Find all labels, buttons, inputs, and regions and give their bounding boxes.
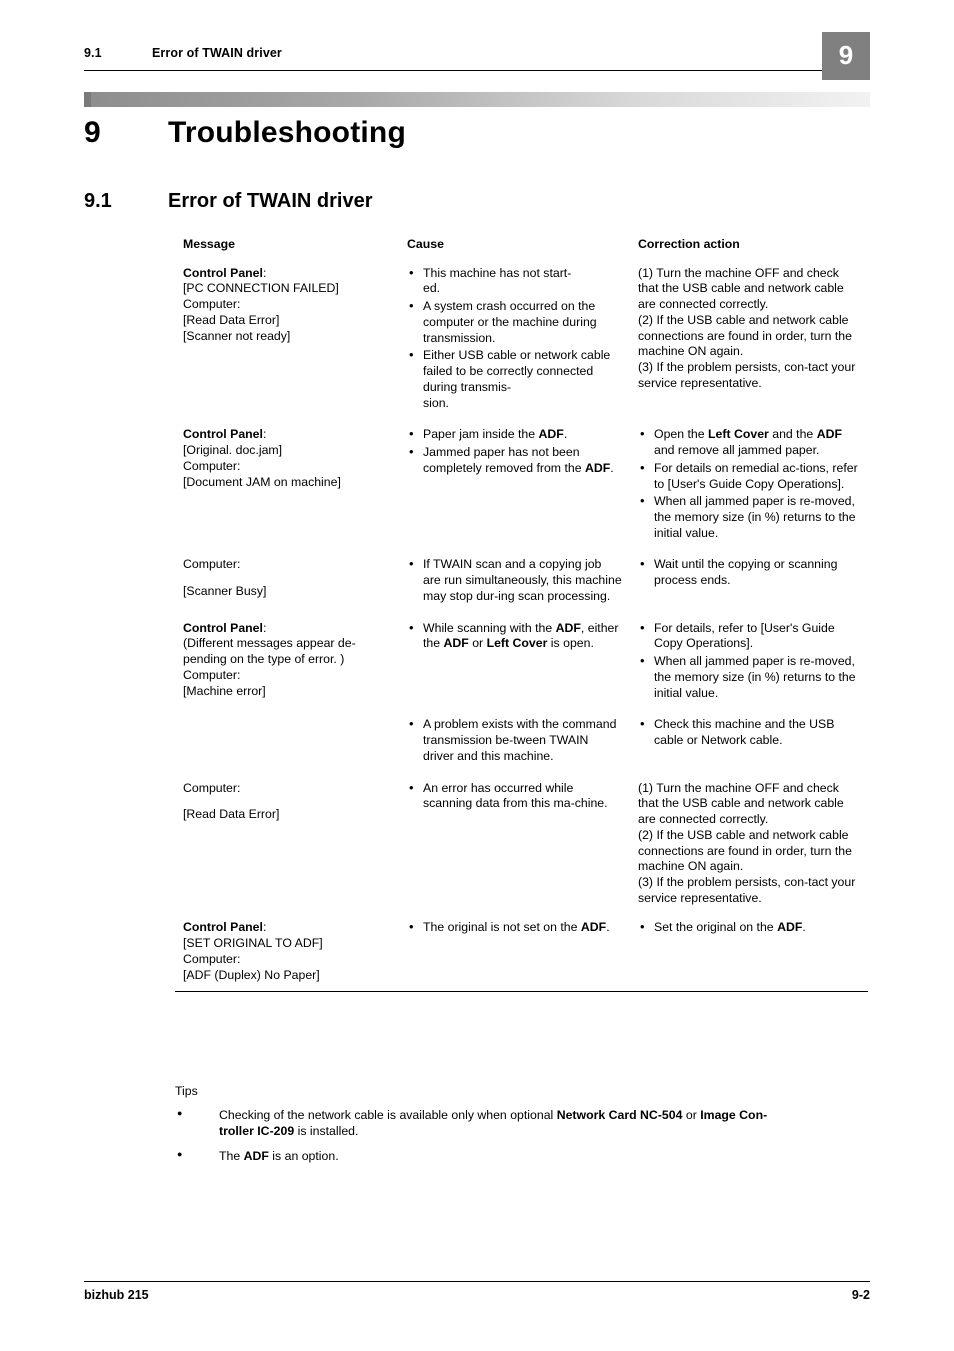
column-header-correction: Correction action (638, 237, 740, 251)
table-row (175, 775, 868, 915)
cell-cause: • While scanning with the ADF, either the ADF or Left Cover is open. (399, 615, 630, 712)
section-title-text: Error of TWAIN driver (168, 190, 373, 212)
chapter-banner (84, 92, 870, 107)
section-number: 9.1 (84, 190, 112, 212)
chapter-title-text: Troubleshooting (168, 116, 406, 149)
footer-divider (84, 1281, 870, 1282)
cell-correction: • Check this machine and the USB cable or Network cable. (630, 711, 868, 774)
column-header-message: Message (183, 237, 235, 251)
cell-correction: (1) Turn the machine OFF and check that the USB cable and network cable are connected correctly. (2) If the USB cable and network cable connections are found in order, turn the machine ON again. (3) If the problem persists, con-tact your service representative. (638, 265, 856, 390)
cell-cause: • An error has occurred while scanning data from this ma-chine. (399, 775, 630, 915)
header-section-title: Error of TWAIN driver (152, 46, 282, 60)
header-divider (84, 70, 822, 71)
cell-message: Control Panel: [PC CONNECTION FAILED] Computer: [Read Data Error] [Scanner not ready] (183, 265, 339, 343)
cell-message: Control Panel: [Original. doc.jam] Computer: [Document JAM on machine] (183, 427, 341, 489)
chapter-number: 9 (84, 116, 101, 149)
page-header (84, 38, 870, 74)
footer-product-name: bizhub 215 (84, 1288, 149, 1302)
footer-page-number: 9-2 (851, 1288, 870, 1302)
table-row (175, 914, 868, 991)
cell-cause: • If TWAIN scan and a copying job are run simultaneously, this machine may stop dur-ing scan processing. (399, 551, 630, 614)
cell-correction: • Set the original on the ADF. (630, 914, 868, 991)
cell-correction: • For details, refer to [User's Guide Copy Operations]. • When all jammed paper is re-moved, the memory size (in %) returns to the initial value. (630, 615, 868, 712)
cell-cause: • A problem exists with the command transmission be-tween TWAIN driver and this machine. (399, 711, 630, 774)
page-title (84, 190, 372, 213)
list-item: ● The ADF is an option. (175, 1149, 875, 1165)
table-body (175, 260, 868, 992)
cell-message: Control Panel: [SET ORIGINAL TO ADF] Computer: [ADF (Duplex) No Paper] (175, 914, 399, 991)
cell-cause: • The original is not set on the ADF. (399, 914, 630, 991)
table-header-row (175, 233, 868, 260)
cell-correction: • Wait until the copying or scanning process ends. (630, 551, 868, 614)
chapter-banner-tick (84, 92, 91, 107)
troubleshooting-table-wrapper (175, 233, 868, 992)
header-running-title (84, 46, 282, 60)
cell-cause: • Paper jam inside the ADF. • Jammed paper has not been completely removed from the ADF. (399, 421, 630, 551)
cell-message: Computer: [Read Data Error] (183, 780, 280, 822)
cell-correction: • Open the Left Cover and the ADF and remove all jammed paper. • For details on remedial ac-tions, refer to [User's Guide Copy Operations]. • When all jammed paper is re-moved, the memory size (in %) returns to the initial value. (630, 421, 868, 551)
cell-message: Computer: [Scanner Busy] (183, 557, 267, 599)
cell-correction: (1) Turn the machine OFF and check that the USB cable and network cable are connected correctly. (2) If the USB cable and network cable connections are found in order, turn the machine ON again. (3) If the problem persists, con-tact your service representative. (638, 780, 856, 905)
chapter-title (84, 116, 406, 150)
table-row (175, 551, 868, 614)
tips-label: Tips (175, 1084, 198, 1098)
troubleshooting-table (175, 233, 868, 992)
header-chapter-badge: 9 (822, 32, 870, 80)
cell-cause: • This machine has not start- ed. • A system crash occurred on the computer or the machine during transmission. • Either USB cable or network cable failed to be correctly connected during transmis- sion. (399, 260, 630, 422)
column-header-cause: Cause (407, 237, 444, 251)
table-row (175, 260, 868, 422)
tips-block (175, 1084, 875, 1174)
table-row (175, 615, 868, 712)
header-section-number: 9.1 (84, 46, 102, 60)
table-row (175, 421, 868, 551)
list-item: ● Checking of the network cable is available only when optional Network Card NC-504 or Image Con- troller IC-209 is installed. (175, 1108, 875, 1140)
tips-list (175, 1108, 875, 1165)
cell-message: Control Panel: (Different messages appear de-pending on the type of error. ) Computer: [Machine error] (183, 620, 356, 698)
